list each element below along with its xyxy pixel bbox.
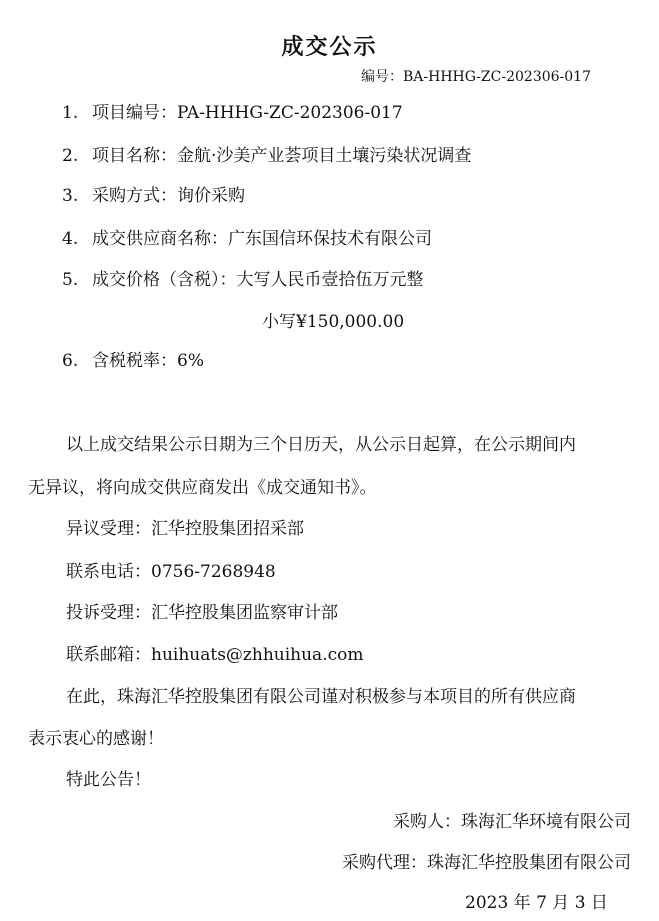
- document-date: 2023 年 7 月 3 日: [465, 893, 608, 913]
- reference-number: 编号：BA-HHHG-ZC-202306-017: [361, 69, 591, 85]
- item-project-number: [62, 98, 403, 123]
- announcement-closing: 特此公告！: [66, 770, 151, 790]
- objection-contact: 异议受理：汇华控股集团招采部: [66, 519, 304, 539]
- thanks-paragraph-line-1: 在此，珠海汇华控股集团有限公司谨对积极参与本项目的所有供应商: [66, 687, 576, 707]
- item-number: 1.: [62, 103, 79, 123]
- page-title: 成交公示: [281, 35, 378, 60]
- notice-paragraph-line-1: 以上成交结果公示日期为三个日历天，从公示日起算，在公示期间内: [66, 435, 576, 455]
- item-number: 6.: [62, 351, 79, 371]
- item-text: 采购方式：询价采购: [92, 186, 245, 206]
- item-text: 成交供应商名称：广东国信环保技术有限公司: [92, 229, 432, 249]
- item-number: 5.: [62, 270, 79, 290]
- item-project-name: [62, 141, 471, 166]
- item-transaction-price: [62, 265, 424, 290]
- purchaser-signature: 采购人：珠海汇华环境有限公司: [393, 812, 631, 832]
- thanks-paragraph-line-2: 表示衷心的感谢！: [28, 729, 164, 749]
- price-in-figures: 小写¥150,000.00: [262, 312, 405, 332]
- item-text: 项目编号：PA-HHHG-ZC-202306-017: [92, 103, 403, 123]
- item-number: 3.: [62, 186, 79, 206]
- item-supplier-name: [62, 224, 432, 249]
- contact-phone: 联系电话：0756-7268948: [66, 562, 276, 582]
- item-text: 项目名称：金航·沙美产业荟项目土壤污染状况调查: [92, 146, 472, 166]
- item-procurement-method: [62, 181, 245, 206]
- notice-paragraph-line-2: 无异议，将向成交供应商发出《成交通知书》。: [28, 478, 377, 498]
- contact-email: 联系邮箱：huihuats@zhhuihua.com: [66, 645, 364, 665]
- item-text: 含税税率：6%: [92, 351, 204, 371]
- complaint-contact: 投诉受理：汇华控股集团监察审计部: [66, 603, 338, 623]
- item-tax-rate: [62, 346, 204, 371]
- item-number: 2.: [62, 146, 79, 166]
- item-text: 成交价格（含税）：大写人民币壹拾伍万元整: [92, 270, 424, 290]
- item-number: 4.: [62, 229, 79, 249]
- agent-signature: 采购代理：珠海汇华控股集团有限公司: [342, 853, 631, 873]
